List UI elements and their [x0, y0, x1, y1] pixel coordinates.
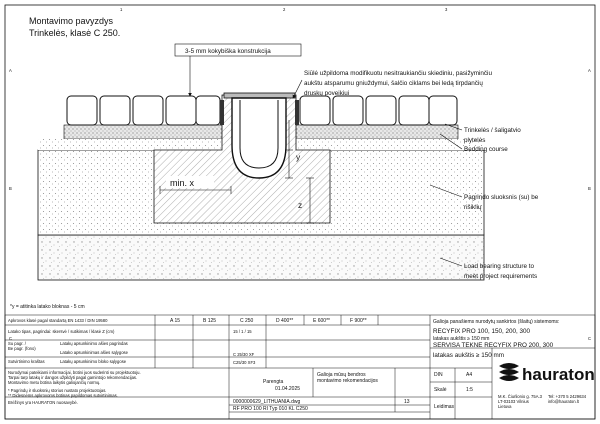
row-label: Latako tipas, pagrindai: skersvė / sutikimas / klasė Z (cm)	[8, 329, 115, 334]
product-info-2	[433, 352, 504, 359]
callout-pavers-line-1: Trinkelės / šaligatvio	[464, 127, 521, 134]
frame-marker: 2	[283, 7, 286, 12]
load-classes	[170, 318, 367, 324]
paver-block	[366, 96, 396, 125]
paver-block	[300, 96, 330, 125]
date-value: 01.04.2025	[275, 386, 301, 392]
frame-marker: B	[9, 186, 12, 191]
logo-mark-icon	[499, 363, 519, 381]
product-line: SERVISA TEKNE RECYFIX PRO 200, 300	[433, 342, 554, 349]
load-bearing-layer	[38, 235, 484, 280]
din-label: DIN	[434, 372, 443, 378]
load-class: E 600**	[313, 318, 330, 324]
date-label: Parengta	[263, 379, 284, 385]
row-value: C25/30 XF3	[233, 360, 256, 365]
callout-pavers-line-2: plytelės	[464, 137, 486, 144]
frame-marker: C	[9, 336, 13, 341]
svg-text:M.K. Čiurlionio g. 75A.3: M.K. Čiurlionio g. 75A.3	[498, 394, 542, 399]
callout-seal-line-2: aukštu atsparumu gniuždymui, šalčio ciklams bei ledą tirpdančių	[304, 80, 483, 87]
class-row-label: Apkrovos klasė pagal standartą EN 1433 / DIN 19580	[8, 318, 108, 323]
callout-base-line-2: rišiklių	[464, 204, 482, 211]
svg-text:Tarpai tarp latakų ir dangos u: Tarpai tarp latakų ir dangos užpildyti pagal gamintojo rekomendacijas.	[8, 375, 138, 380]
row-label: Sutvirtinimo kraštas	[8, 359, 45, 364]
titleblock-rows	[8, 329, 256, 365]
drawing-code: RF PRO 100 RI Typ 010 KL C250	[233, 406, 308, 412]
footnote: *y = atitinka latako bloknas - 5 cm	[10, 304, 85, 310]
svg-text:LT-03103 Vilnius: LT-03103 Vilnius	[498, 399, 529, 404]
channel-grating	[224, 93, 295, 98]
class-row	[8, 318, 108, 323]
load-class: C 250	[240, 318, 254, 324]
pavers-right	[300, 96, 457, 125]
edition-label: Leidimas	[434, 404, 455, 410]
drawing-name-line: montavimo rekomendacijos	[317, 378, 378, 384]
frame-marker: 3	[445, 7, 448, 12]
title-line-1: Montavimo pavyzdys	[29, 16, 114, 26]
svg-text:Brėžinys yra HAURATON nuosavyb: Brėžinys yra HAURATON nuosavybė.	[8, 400, 78, 405]
callout-bitumen: 3-5 mm kokybiška konstrukcija	[185, 48, 271, 55]
row-note: Latako apsunkinimas ašies sąlygose	[60, 350, 128, 355]
paver-block	[429, 96, 457, 125]
paver-block	[100, 96, 130, 125]
callout-load-line-1: Load bearing structure to	[464, 263, 535, 270]
drawing-name-line: Galioja mūsų bendros	[317, 372, 366, 378]
svg-text:Lietuva: Lietuva	[498, 404, 512, 409]
product-info-heading: Galioja panašiems nurodytų sankirtos (šlaitų) sistemoms:	[433, 319, 560, 325]
sealant-joint-left	[220, 100, 224, 125]
paver-block	[166, 96, 196, 125]
paver-block	[67, 96, 97, 125]
svg-text:** Didesnėms apkrovoms būtinas: ** Didesnėms apkrovoms būtinas papildomas sutvirtinimas.	[8, 393, 118, 398]
frame-marker: A	[9, 68, 12, 73]
file-name: 0000000629_LITHUANIA.dwg	[233, 399, 301, 405]
dimension-min-x-label: min. x	[170, 178, 195, 188]
scale-label: Skalė	[434, 387, 447, 393]
frame-marker: A	[588, 68, 591, 73]
paver-block	[333, 96, 363, 125]
sheet-meta	[434, 372, 473, 410]
date-block	[233, 372, 410, 412]
leader-seal	[293, 80, 302, 98]
svg-text:* Pagrindų ir sluoksnių storiu: * Pagrindų ir sluoksnių storius nustato projektuotojas.	[8, 388, 107, 393]
frame-marker: 1	[120, 7, 123, 12]
row-label: Be pagr. (fono)	[8, 346, 36, 351]
row-value: C 25/30 XF	[233, 352, 255, 357]
svg-text:Tel: +370 5 2429634: Tel: +370 5 2429634	[548, 394, 587, 399]
hauraton-logo	[499, 363, 595, 384]
callout-load-line-2: meet project requirements	[464, 273, 538, 280]
dimension-z-label: z	[298, 200, 303, 210]
dimension-y-label: y	[296, 152, 301, 162]
row-note: Latakų apsunkinimo bloko sąlygose	[60, 359, 127, 364]
row-note: Latakų apsunkinimo ašies pagrindas	[60, 341, 128, 346]
paver-block	[196, 96, 220, 125]
row-label: Su pagr. /	[8, 341, 26, 346]
product-info	[433, 319, 559, 349]
load-class: B 125	[203, 318, 217, 324]
callout-seal-line-3: druskų poveikiui	[304, 90, 350, 97]
load-class: D 400**	[276, 318, 294, 324]
svg-text:info@hauraton.lt: info@hauraton.lt	[548, 399, 579, 404]
disclaimer	[8, 370, 141, 405]
load-class: F 900**	[350, 318, 367, 324]
logo-wordmark: hauraton	[522, 365, 595, 384]
paver-block	[133, 96, 163, 125]
row-value: 15 / 1 / 15	[233, 329, 252, 334]
sheet-number: 13	[404, 399, 410, 405]
load-class: A 15	[170, 318, 181, 324]
title-line-2: Trinkelės, klasė C 250.	[29, 28, 121, 38]
frame-marker: B	[588, 186, 591, 191]
callout-base-line-1: Pagrindo sluoksnis (su) be	[464, 194, 539, 201]
callout-bedding: Bedding course	[464, 146, 508, 153]
sealant-joint-right	[295, 100, 299, 125]
svg-text:Montavimo metu būtina laikytis: Montavimo metu būtina laikytis galiojančių normų.	[8, 380, 101, 385]
product-line: RECYFIX PRO 100, 150, 200, 300	[433, 328, 530, 335]
paver-block	[399, 96, 429, 125]
frame-marker: C	[588, 336, 592, 341]
pavers-left	[67, 96, 220, 125]
callout-seal-line-1: Siūlė užpildoma modifikuotu nesitraukiančiu skiediniu, pasižyminčiu	[304, 70, 492, 77]
din-value: A4	[466, 372, 473, 378]
product-line: latakas aukštis ≥ 150 mm	[433, 352, 504, 359]
svg-text:Nurodymai pateikiami informaci: Nurodymai pateikiami informacijai, būtini juos suderinti su projektuotoju.	[8, 370, 141, 375]
scale-value: 1:5	[466, 387, 473, 393]
product-line: latakas aukštis ≥ 150 mm	[433, 336, 490, 342]
contact	[498, 394, 587, 409]
